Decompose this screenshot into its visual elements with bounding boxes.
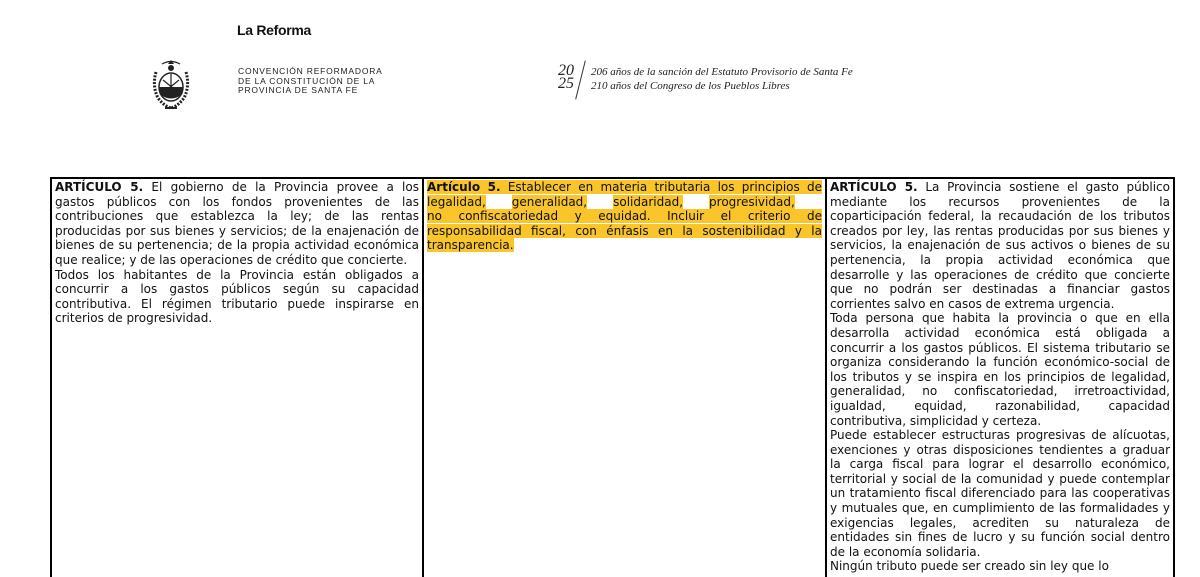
anniversary-line: 206 años de la sanción del Estatuto Provisorio de Santa Fe <box>591 66 853 78</box>
paragraph <box>830 180 1170 311</box>
convention-line: PROVINCIA DE SANTA FE <box>238 85 359 95</box>
text-segment: no confiscatoriedad y equidad. Incluir el criterio de responsabilidad fiscal, con énfasis en la sostenibilidad y la transparencia. <box>427 209 822 253</box>
comparison-table <box>50 177 1175 577</box>
paragraph <box>427 180 822 253</box>
text-segment: Establecer en materia tributaria los principios de legalidad, <box>427 180 822 209</box>
paragraph <box>55 180 419 268</box>
text-segment: progresividad, <box>709 194 795 209</box>
text-segment: solidaridad, <box>613 194 684 209</box>
highlight-gap <box>588 195 612 207</box>
paragraph: Puede establecer estructuras progresivas de alícuotas, exenciones y otras disposiciones tendientes a graduar la carga fiscal para lograr el desarrollo económico, territorial y social de la comunidad y puede contemplar un tratamiento fiscal diferenciado para las cooperativas y mutuales que, en cumplimiento de las formalidades y exigencias legales, acrediten su naturaleza de entidades sin fines de lucro y su función social dentro de la economía solidaria. <box>830 428 1170 559</box>
brand-title: La Reforma <box>237 22 312 38</box>
paragraph: Ningún tributo puede ser creado sin ley que lo <box>830 559 1109 574</box>
column-proposal-text <box>424 177 827 577</box>
column-approved-text <box>827 177 1175 577</box>
year-slash <box>575 60 586 99</box>
highlight-gap <box>487 195 511 207</box>
paragraph: Toda persona que habita la provincia o que en ella desarrolla actividad económica está obligada a concurrir a los gastos públicos. El sistema tributario se organiza considerando la función económico-social de los tributos y se inspira en los principios de legalidad, generalidad, no confiscatoriedad, irretroactividad, igualdad, equidad, razonabilidad, capacidad contributiva, simplicidad y certeza. <box>830 311 1170 428</box>
article-heading: ARTÍCULO 5. <box>55 180 144 194</box>
convention-name <box>238 67 383 96</box>
text-segment: generalidad, <box>511 194 588 209</box>
anniversary-text <box>591 65 853 93</box>
convention-line: CONVENCIÓN REFORMADORA <box>238 66 383 76</box>
convention-line: DE LA CONSTITUCIÓN DE LA <box>238 75 376 86</box>
article-text: La Provincia sostiene el gasto público mediante los recursos provenientes de la coparticipación federal, la recaudación de los tributos creados por ley, las rentas producidas por sus bienes y servicios, la enajenación de sus activos o bienes de su pertenencia, la propia actividad económica que desarrolle y las operaciones de crédito que concierte que no podrán ser destinadas a financiar gastos corrientes salvo en casos de extrema urgencia. <box>830 180 1170 311</box>
anniversary-line: 210 años del Congreso de los Pueblos Libres <box>591 80 790 92</box>
year-bottom: 25 <box>558 75 574 92</box>
paragraph: Todos los habitantes de la Provincia están obligados a concurrir a los gastos públicos según su capacidad contributiva. El régimen tributario puede inspirarse en criterios de progresividad. <box>55 267 419 326</box>
highlight-gap <box>684 195 708 207</box>
article-text: El gobierno de la Provincia provee a los gastos públicos con los fondos provenientes de las contribuciones que establezca la ley; de las rentas producidas por sus bienes y servicios; de la enajenación de bienes de su pertenencia; de la propia actividad económica que realice; y de las operaciones de crédito que concierte. <box>55 180 419 267</box>
article-heading: Artículo 5. <box>427 180 501 194</box>
column-current-text <box>52 177 424 577</box>
year-top: 20 <box>558 62 574 79</box>
year-logo <box>558 62 588 98</box>
article-heading: ARTÍCULO 5. <box>830 180 918 194</box>
highlight-gap <box>796 195 820 207</box>
provincial-seal-icon <box>148 56 194 112</box>
